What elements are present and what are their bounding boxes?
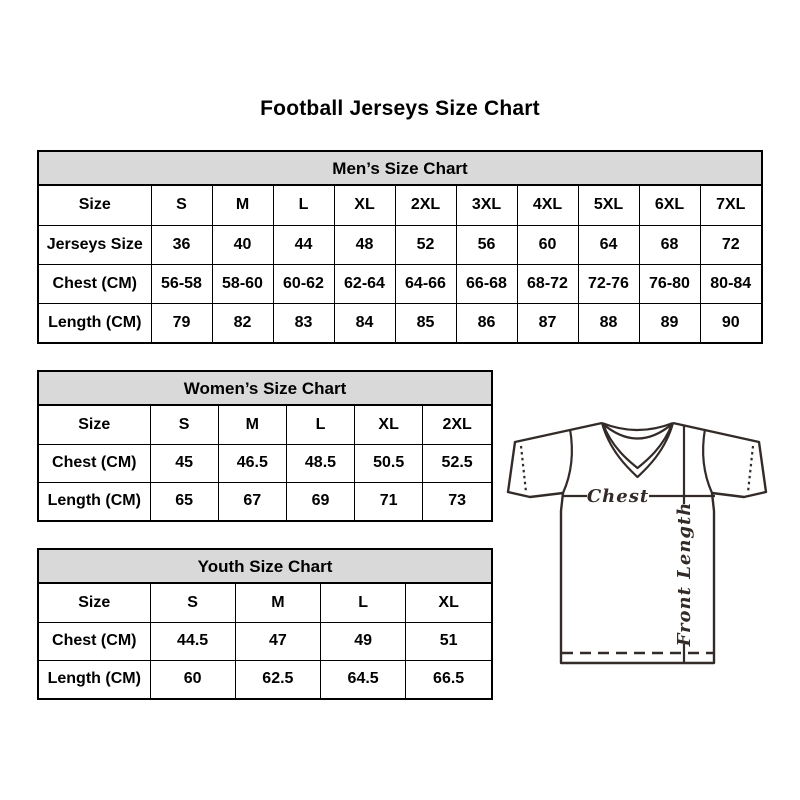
jersey-measurement-diagram bbox=[506, 416, 776, 668]
value-cell: 66.5 bbox=[406, 660, 491, 698]
table-row bbox=[39, 186, 761, 225]
value-cell: 45 bbox=[150, 444, 218, 482]
collar-back-arc bbox=[602, 423, 673, 430]
chest-label: Chest bbox=[586, 486, 650, 507]
value-cell: 47 bbox=[235, 622, 320, 660]
row-label-cell: Size bbox=[39, 584, 150, 622]
row-label-cell: Size bbox=[39, 186, 151, 225]
table-row bbox=[39, 482, 491, 520]
value-cell: 60 bbox=[517, 225, 578, 264]
youth-table-title: Youth Size Chart bbox=[39, 550, 491, 584]
value-cell: 87 bbox=[517, 303, 578, 342]
value-cell: 48.5 bbox=[286, 444, 354, 482]
front-length-label: Front Length bbox=[674, 501, 695, 647]
row-label-cell: Jerseys Size bbox=[39, 225, 151, 264]
value-cell: 51 bbox=[406, 622, 491, 660]
table-row bbox=[39, 303, 761, 342]
value-cell: 44.5 bbox=[150, 622, 235, 660]
value-cell: 7XL bbox=[700, 186, 761, 225]
value-cell: 88 bbox=[578, 303, 639, 342]
value-cell: 48 bbox=[334, 225, 395, 264]
value-cell: 64 bbox=[578, 225, 639, 264]
value-cell: XL bbox=[355, 406, 423, 444]
right-cuff-stitch-line bbox=[748, 446, 753, 492]
value-cell: 58-60 bbox=[212, 264, 273, 303]
value-cell: 3XL bbox=[456, 186, 517, 225]
value-cell: 65 bbox=[150, 482, 218, 520]
value-cell: 66-68 bbox=[456, 264, 517, 303]
value-cell: M bbox=[212, 186, 273, 225]
table-row bbox=[39, 264, 761, 303]
row-label-cell: Length (CM) bbox=[39, 482, 150, 520]
table-row bbox=[39, 584, 491, 622]
value-cell: XL bbox=[334, 186, 395, 225]
row-label-cell: Length (CM) bbox=[39, 660, 150, 698]
value-cell: 62.5 bbox=[235, 660, 320, 698]
left-sleeve-seam bbox=[563, 429, 572, 493]
jersey-diagram-svg bbox=[506, 416, 776, 668]
table-row bbox=[39, 225, 761, 264]
left-cuff-stitch-line bbox=[521, 446, 526, 492]
youth-size-chart bbox=[37, 548, 493, 700]
right-sleeve-seam bbox=[703, 429, 712, 493]
value-cell: 5XL bbox=[578, 186, 639, 225]
youth-table bbox=[39, 584, 491, 698]
value-cell: S bbox=[150, 406, 218, 444]
value-cell: XL bbox=[406, 584, 491, 622]
value-cell: S bbox=[151, 186, 212, 225]
value-cell: 46.5 bbox=[218, 444, 286, 482]
value-cell: 90 bbox=[700, 303, 761, 342]
table-row bbox=[39, 444, 491, 482]
value-cell: 73 bbox=[423, 482, 491, 520]
value-cell: M bbox=[218, 406, 286, 444]
row-label-cell: Chest (CM) bbox=[39, 264, 151, 303]
value-cell: 60 bbox=[150, 660, 235, 698]
mens-table bbox=[39, 186, 761, 342]
table-row bbox=[39, 660, 491, 698]
value-cell: 82 bbox=[212, 303, 273, 342]
page-title: Football Jerseys Size Chart bbox=[260, 97, 540, 120]
value-cell: 67 bbox=[218, 482, 286, 520]
value-cell: 80-84 bbox=[700, 264, 761, 303]
value-cell: L bbox=[286, 406, 354, 444]
value-cell: 89 bbox=[639, 303, 700, 342]
value-cell: 71 bbox=[355, 482, 423, 520]
value-cell: 49 bbox=[321, 622, 406, 660]
value-cell: 85 bbox=[395, 303, 456, 342]
womens-table bbox=[39, 406, 491, 520]
value-cell: 4XL bbox=[517, 186, 578, 225]
value-cell: 62-64 bbox=[334, 264, 395, 303]
row-label-cell: Chest (CM) bbox=[39, 622, 150, 660]
value-cell: 64.5 bbox=[321, 660, 406, 698]
value-cell: 6XL bbox=[639, 186, 700, 225]
value-cell: 79 bbox=[151, 303, 212, 342]
value-cell: 36 bbox=[151, 225, 212, 264]
value-cell: 52 bbox=[395, 225, 456, 264]
value-cell: 2XL bbox=[395, 186, 456, 225]
value-cell: 60-62 bbox=[273, 264, 334, 303]
value-cell: 86 bbox=[456, 303, 517, 342]
womens-table-title: Women’s Size Chart bbox=[39, 372, 491, 406]
value-cell: 44 bbox=[273, 225, 334, 264]
value-cell: 50.5 bbox=[355, 444, 423, 482]
value-cell: 64-66 bbox=[395, 264, 456, 303]
mens-size-chart bbox=[37, 150, 763, 344]
table-row bbox=[39, 622, 491, 660]
womens-size-chart bbox=[37, 370, 493, 522]
value-cell: 83 bbox=[273, 303, 334, 342]
value-cell: 69 bbox=[286, 482, 354, 520]
value-cell: L bbox=[321, 584, 406, 622]
value-cell: M bbox=[235, 584, 320, 622]
row-label-cell: Size bbox=[39, 406, 150, 444]
value-cell: 2XL bbox=[423, 406, 491, 444]
value-cell: 68 bbox=[639, 225, 700, 264]
jersey-outline bbox=[508, 423, 766, 663]
table-row bbox=[39, 406, 491, 444]
row-label-cell: Length (CM) bbox=[39, 303, 151, 342]
value-cell: 40 bbox=[212, 225, 273, 264]
value-cell: 52.5 bbox=[423, 444, 491, 482]
value-cell: 56-58 bbox=[151, 264, 212, 303]
value-cell: 56 bbox=[456, 225, 517, 264]
value-cell: 72-76 bbox=[578, 264, 639, 303]
row-label-cell: Chest (CM) bbox=[39, 444, 150, 482]
mens-table-title: Men’s Size Chart bbox=[39, 152, 761, 186]
value-cell: S bbox=[150, 584, 235, 622]
value-cell: L bbox=[273, 186, 334, 225]
value-cell: 84 bbox=[334, 303, 395, 342]
value-cell: 72 bbox=[700, 225, 761, 264]
value-cell: 76-80 bbox=[639, 264, 700, 303]
value-cell: 68-72 bbox=[517, 264, 578, 303]
